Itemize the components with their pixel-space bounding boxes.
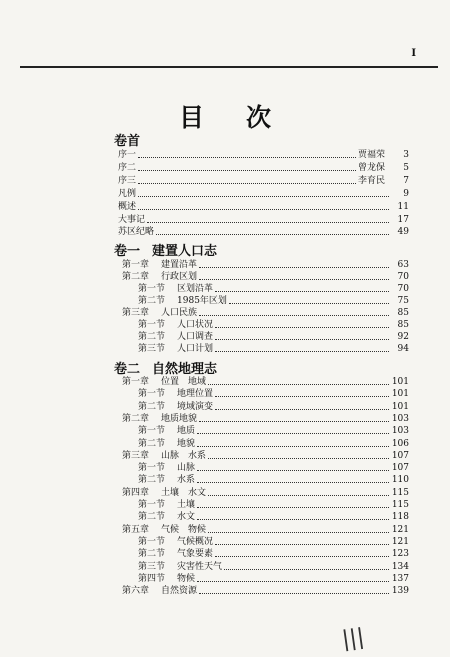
entry-page-number: 7 xyxy=(403,175,409,186)
toc-entry[interactable] xyxy=(122,586,409,597)
entry-page-number: 103 xyxy=(391,426,409,437)
leader-dots xyxy=(215,291,389,292)
toc-entry[interactable] xyxy=(138,426,409,437)
entry-title: 地理位置 xyxy=(177,389,214,400)
toc-entry[interactable] xyxy=(118,189,409,200)
entry-title: 境域演变 xyxy=(177,401,214,412)
entry-page-number: 107 xyxy=(391,463,409,474)
leader-dots xyxy=(197,482,389,483)
entry-title: 气象要素 xyxy=(177,549,214,560)
entry-title: 地质 xyxy=(177,426,196,437)
entry-label xyxy=(138,344,213,355)
entry-label xyxy=(138,402,213,413)
entry-title: 位置 地域 xyxy=(161,377,207,387)
entry-number: 第二章 xyxy=(122,413,150,424)
entry-label xyxy=(118,189,136,200)
entry-page-number: 103 xyxy=(391,413,409,424)
entry-page-number: 107 xyxy=(391,450,409,461)
leader-dots xyxy=(224,569,389,570)
entry-label xyxy=(138,475,195,486)
leader-dots xyxy=(138,157,356,158)
leader-dots xyxy=(208,495,389,496)
leader-dots xyxy=(138,209,389,210)
entry-number: 第二节 xyxy=(138,332,166,342)
entry-author: 曾龙保 xyxy=(357,162,385,173)
entry-number: 第三节 xyxy=(138,344,166,354)
entry-title: 灾害性天气 xyxy=(177,561,223,572)
leader-dots xyxy=(197,470,389,471)
leader-dots xyxy=(208,384,389,385)
entry-page-number: 92 xyxy=(397,332,409,342)
toc-entry[interactable] xyxy=(122,308,409,319)
entry-page-number: 11 xyxy=(397,201,409,212)
toc-entry[interactable] xyxy=(122,525,409,536)
leader-dots xyxy=(138,170,356,171)
toc-entry[interactable] xyxy=(122,451,409,462)
handwritten-mark: ||| xyxy=(340,624,366,653)
entry-page-number: 9 xyxy=(403,188,409,199)
entry-number: 第一节 xyxy=(138,320,166,330)
entry-label xyxy=(122,260,197,271)
leader-dots xyxy=(147,222,389,223)
entry-number: 第二节 xyxy=(138,296,166,306)
toc-entry[interactable] xyxy=(118,150,409,161)
entry-page-number: 118 xyxy=(391,512,409,523)
leader-dots xyxy=(215,351,389,352)
entry-title: 气候概况 xyxy=(177,536,214,547)
entry-page-number: 121 xyxy=(391,536,409,547)
entry-number: 苏区纪略 xyxy=(118,227,155,238)
entry-number: 第二节 xyxy=(138,401,166,412)
entry-page-number: 110 xyxy=(391,475,409,486)
leader-dots xyxy=(199,315,389,316)
leader-dots xyxy=(199,279,389,280)
entry-number: 第二节 xyxy=(138,475,166,486)
entry-label xyxy=(138,537,213,548)
leader-dots xyxy=(156,234,389,235)
leader-dots xyxy=(208,458,389,459)
entry-title: 人口调查 xyxy=(177,332,214,342)
entry-label xyxy=(118,150,136,161)
entry-page-number: 5 xyxy=(403,162,409,173)
toc-entry[interactable] xyxy=(138,463,409,474)
entry-page-number: 101 xyxy=(391,389,409,400)
toc-entry[interactable] xyxy=(138,475,409,486)
entry-title: 土壤 水文 xyxy=(161,487,207,498)
entry-number: 第一节 xyxy=(138,500,166,510)
leader-dots xyxy=(215,339,389,340)
entry-page-number: 85 xyxy=(397,308,409,318)
volume-heading xyxy=(114,130,140,149)
entry-label xyxy=(122,525,206,536)
entry-number: 第一章 xyxy=(122,377,150,387)
entry-number: 第三章 xyxy=(122,450,150,461)
entry-number: 第一节 xyxy=(138,463,166,474)
leader-dots xyxy=(199,593,389,594)
entry-label xyxy=(138,463,195,474)
entry-label xyxy=(138,320,213,331)
entry-label xyxy=(138,296,227,307)
entry-number: 凡例 xyxy=(118,188,137,199)
entry-number: 序一 xyxy=(118,150,137,160)
toc-entry[interactable] xyxy=(138,512,409,523)
page-title: 目次 xyxy=(178,103,313,132)
entry-page-number: 75 xyxy=(397,296,409,306)
entry-label xyxy=(122,414,197,425)
leader-dots xyxy=(199,421,389,422)
page-number-roman: I xyxy=(411,48,416,59)
entry-label xyxy=(118,227,154,238)
entry-number: 第四节 xyxy=(138,573,166,584)
toc-entry[interactable] xyxy=(138,574,409,585)
leader-dots xyxy=(197,519,389,520)
entry-label xyxy=(122,377,206,388)
entry-label xyxy=(118,215,145,226)
leader-dots xyxy=(138,196,389,197)
entry-title: 物候 xyxy=(177,573,196,584)
entry-label xyxy=(122,272,197,283)
leader-dots xyxy=(199,267,389,268)
entry-title: 自然资源 xyxy=(161,586,198,597)
entry-page-number: 115 xyxy=(391,487,409,498)
volume-number: 卷二 xyxy=(114,362,141,377)
volume-heading xyxy=(114,358,217,377)
entry-page-number: 121 xyxy=(391,524,409,535)
entry-page-number: 3 xyxy=(403,150,409,160)
entry-number: 概述 xyxy=(118,201,137,212)
toc-entry[interactable] xyxy=(118,163,409,174)
entry-label xyxy=(138,332,213,343)
volume-title: 卷首 xyxy=(114,134,141,149)
entry-title: 1985年区划 xyxy=(177,296,227,306)
entry-title: 土壤 xyxy=(177,500,196,510)
entry-number: 第一章 xyxy=(122,260,150,270)
entry-title: 水系 xyxy=(177,475,196,486)
toc-entry[interactable] xyxy=(122,272,409,283)
entry-number: 序二 xyxy=(118,162,137,173)
entry-label xyxy=(122,586,197,597)
toc-entry[interactable] xyxy=(138,320,409,331)
leader-dots xyxy=(138,183,356,184)
leader-dots xyxy=(229,303,389,304)
entry-author: 李育民 xyxy=(357,175,385,186)
toc-entry[interactable] xyxy=(122,377,409,388)
toc-entry[interactable] xyxy=(122,414,409,425)
entry-page-number: 137 xyxy=(391,573,409,584)
entry-label xyxy=(138,500,195,511)
entry-label xyxy=(138,284,213,295)
leader-dots xyxy=(197,581,389,582)
leader-dots xyxy=(208,532,389,533)
entry-label xyxy=(138,549,213,560)
entry-page-number: 70 xyxy=(397,284,409,294)
entry-label xyxy=(138,512,195,523)
volume-title: 自然地理志 xyxy=(152,362,218,377)
entry-number: 第五章 xyxy=(122,524,150,535)
toc-entry[interactable] xyxy=(138,500,409,511)
entry-number: 大事记 xyxy=(118,214,146,225)
entry-page-number: 49 xyxy=(397,227,409,238)
entry-label xyxy=(138,426,195,437)
toc-entry[interactable] xyxy=(138,439,409,450)
entry-number: 第三章 xyxy=(122,308,150,318)
toc-entry[interactable] xyxy=(122,260,409,271)
toc-entry[interactable] xyxy=(138,402,409,413)
header-rule xyxy=(20,66,438,68)
entry-label xyxy=(118,202,136,213)
leader-dots xyxy=(215,409,389,410)
entry-number: 第二节 xyxy=(138,549,166,560)
entry-page-number: 63 xyxy=(397,260,409,270)
toc-entry[interactable] xyxy=(138,562,409,573)
entry-page-number: 139 xyxy=(391,586,409,597)
toc-entry[interactable] xyxy=(118,227,409,238)
leader-dots xyxy=(197,433,389,434)
toc-entry[interactable] xyxy=(118,176,409,187)
entry-label xyxy=(138,574,195,585)
entry-page-number: 17 xyxy=(397,214,409,225)
entry-title: 人口状况 xyxy=(177,320,214,330)
entry-page-number: 134 xyxy=(391,561,409,572)
entry-title: 水文 xyxy=(177,512,196,523)
entry-title: 山脉 xyxy=(177,463,196,474)
entry-title: 地貌 xyxy=(177,438,196,449)
entry-title: 区划沿革 xyxy=(177,284,214,294)
leader-dots xyxy=(215,556,389,557)
entry-number: 第一节 xyxy=(138,536,166,547)
entry-label xyxy=(138,389,213,400)
entry-number: 第六章 xyxy=(122,586,150,597)
entry-page-number: 123 xyxy=(391,549,409,560)
entry-label xyxy=(118,176,136,187)
entry-number: 第一节 xyxy=(138,389,166,400)
volume-heading xyxy=(114,240,217,259)
toc-entry[interactable] xyxy=(138,296,409,307)
entry-page-number: 85 xyxy=(397,320,409,330)
toc-entry[interactable] xyxy=(138,332,409,343)
entry-page-number: 94 xyxy=(397,344,409,354)
entry-title: 山脉 水系 xyxy=(161,450,207,461)
entry-title: 地质地貌 xyxy=(161,413,198,424)
entry-title: 人口计划 xyxy=(177,344,214,354)
entry-label xyxy=(122,308,197,319)
entry-label xyxy=(138,439,195,450)
entry-title: 气候 物候 xyxy=(161,524,207,535)
entry-page-number: 70 xyxy=(397,272,409,282)
volume-number: 卷一 xyxy=(114,244,141,259)
toc-entry[interactable] xyxy=(138,284,409,295)
entry-label xyxy=(122,451,206,462)
entry-title: 行政区划 xyxy=(161,272,198,282)
volume-title: 建置人口志 xyxy=(152,244,218,259)
entry-title: 建置沿革 xyxy=(161,260,198,270)
leader-dots xyxy=(197,507,389,508)
entry-number: 第二章 xyxy=(122,272,150,282)
leader-dots xyxy=(197,446,389,447)
entry-number: 第三节 xyxy=(138,561,166,572)
entry-number: 第四章 xyxy=(122,487,150,498)
toc-entry[interactable] xyxy=(118,215,409,226)
entry-page-number: 101 xyxy=(391,377,409,387)
leader-dots xyxy=(215,544,389,545)
leader-dots xyxy=(215,327,389,328)
toc-entry[interactable] xyxy=(138,549,409,560)
toc-entry[interactable] xyxy=(122,488,409,499)
entry-number: 序三 xyxy=(118,175,137,186)
toc-entry[interactable] xyxy=(118,202,409,213)
entry-title: 人口民族 xyxy=(161,308,198,318)
entry-number: 第一节 xyxy=(138,284,166,294)
entry-label xyxy=(122,488,206,499)
entry-number: 第二节 xyxy=(138,438,166,449)
entry-number: 第一节 xyxy=(138,426,166,437)
entry-page-number: 101 xyxy=(391,401,409,412)
entry-author: 贾福荣 xyxy=(357,150,385,160)
toc-entry[interactable] xyxy=(138,344,409,355)
entry-page-number: 106 xyxy=(391,438,409,449)
toc-entry[interactable] xyxy=(138,537,409,548)
entry-label xyxy=(138,562,222,573)
leader-dots xyxy=(215,396,389,397)
entry-number: 第二节 xyxy=(138,512,166,523)
entry-page-number: 115 xyxy=(391,500,409,510)
toc-entry[interactable] xyxy=(138,389,409,400)
entry-label xyxy=(118,163,136,174)
